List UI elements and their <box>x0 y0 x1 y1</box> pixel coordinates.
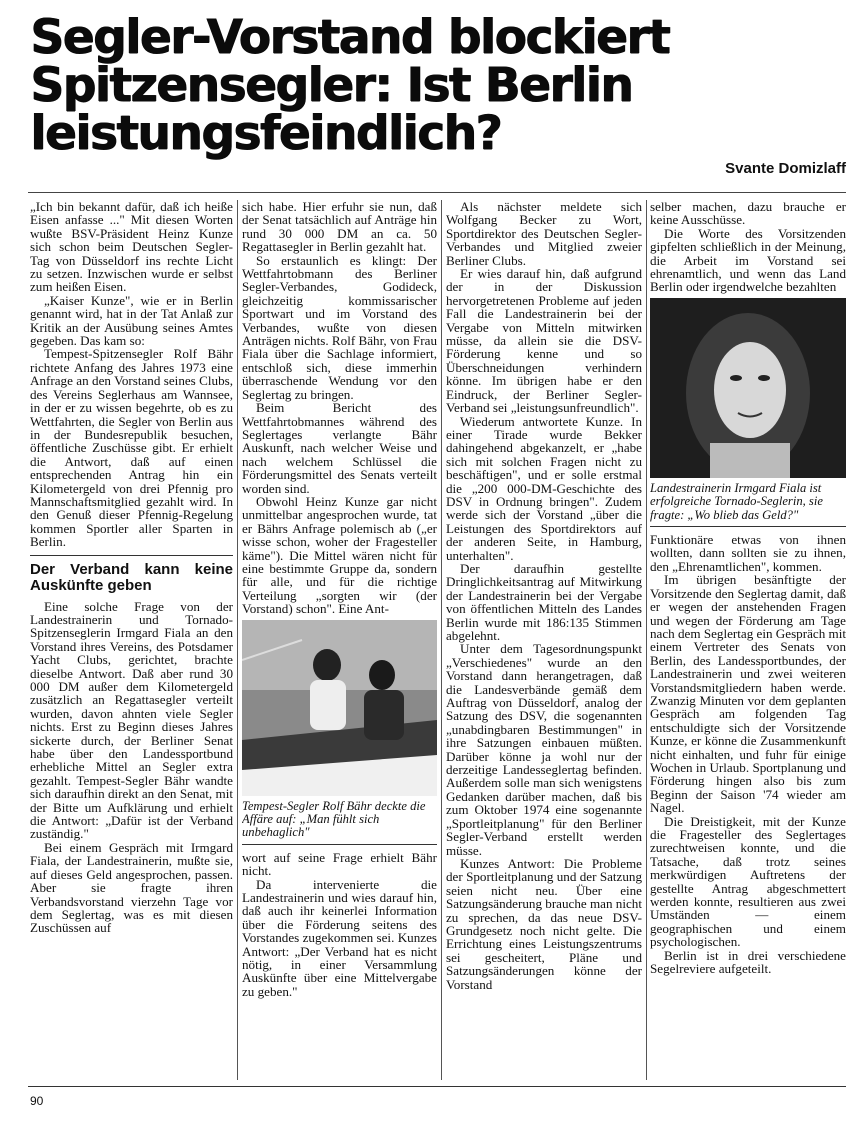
paragraph: „Kaiser Kunze", wie er in Berlin genannt wird, hat in der Tat Anlaß zur Kritik an der Ausübung seines Amtes gegeben. Das kam so: <box>30 292 233 349</box>
paragraph: sich habe. Hier erfuhr sie nun, daß der Senat tatsächlich auf Anträge hin rund 30 000 DM an ca. 50 Regattasegler in Berlin gezahlt hat. <box>242 200 437 255</box>
headline-line-3: leistungsfeindlich? <box>30 106 501 161</box>
column-1 <box>30 200 233 1080</box>
headline-line-1: Segler-Vorstand blockiert <box>30 10 669 65</box>
column-4 <box>650 200 846 1080</box>
paragraph: Der daraufhin gestellte Dringlichkeitsantrag auf Mitwirkung der Landestrainerin bei der Vergabe von öffentlichen Mitteln des Landes Berlin wurde mit 186:135 Stimmen abgelehnt. <box>446 560 642 643</box>
page-number: 90 <box>30 1094 44 1108</box>
paragraph: Berlin ist in drei verschiedene Segelreviere aufgeteilt. <box>650 947 846 977</box>
paragraph: Die Dreistigkeit, mit der Kunze die Fragesteller des Seglertages zurechtweisen konnte, und die Tatsache, daß trotz seines merkwürdigen Auftretens der gestellte Antrag abgeschmettert werden konnte, resultieren aus zwei Umständen — einem geographischen und einem psychologischen. <box>650 813 846 950</box>
paragraph: Im übrigen besänftigte der Vorsitzende den Seglertag damit, daß er wegen der anstehenden Fragen und wegen der Förderung am Tage nach dem Seglertag ein Gespräch mit einem Vertreter des Senats von Berlin, des Landessportbundes, der Landestrainerin und zwei weiteren Vorstandsmitgliedern haben werde. Zwanzig Minuten vor dem geplanten Gespräch am folgenden Tag entschuldigte sich der Vorsitzende Kunze, er könne die Zusammenkunft nicht einhalten, und fuhr für einige Wochen in Urlaub. Sportplanung und Förderung hingen also bis zum Beginn der Saison '74 wieder am Nagel. <box>650 572 846 816</box>
column-divider <box>237 200 238 1080</box>
paragraph: Da intervenierte die Landestrainerin und wies darauf hin, daß auch ihr keinerlei Information über die Förderung seitens des Vorstandes zugekommen sei. Kunzes Antwort: „Der Verband hat es nicht nötig, in einer Versammlung Auskünfte über eine Mittelvergabe zu geben." <box>242 876 437 999</box>
headline-line-2: Spitzensegler: Ist Berlin <box>30 58 632 113</box>
paragraph: Als nächster meldete sich Wolfgang Becker zu Wort, Sportdirektor des Deutschen Segler-Verbandes und Mitglied zweier Berliner Clubs. <box>446 200 642 268</box>
section-subhead: Der Verband kann keine Auskünfte geben <box>30 555 233 594</box>
photo-caption-fiala: Landestrainerin Irmgard Fiala ist erfolgreiche Tornado-Seglerin, sie fragte: „Wo blieb das Geld?" <box>650 482 846 527</box>
headline <box>30 10 850 161</box>
paragraph: Eine solche Frage von der Landestrainerin und Tornado-Spitzenseglerin Irmgard Fiala an den Vorstand ihres Vereins, des Potsdamer Yacht Clubs, gerichtet, brachte dieselbe Antwort. Daß aber rund 30 000 DM außer dem Kilometergeld zusätzlich an Regattasegler verteilt wurden, davon ahnten viele Segler nichts. Erst zu Beginn dieses Jahres sickerte durch, der Berliner Senat habe über den Landessportbund erhebliche Mittel an Segler extra gezahlt. Tempest-Segler Bähr wandte sich daraufhin direkt an den Senat, mit der Bitte um Aufklärung und erhielt die Antwort: „Dafür ist der Verband zuständig." <box>30 598 233 842</box>
paragraph: So erstaunlich es klingt: Der Wettfahrtobmann des Berliner Segler-Verbandes, Godideck, gleichzeitig kommissarischer Sportwart und im Vorstand des Verbandes, wußte von diesen Anträgen nichts. Rolf Bähr, von Frau Fiala über die Sachlage informiert, entschloß sich, diese immerhin überraschende Wendung vor den Seglertag zu bringen. <box>242 252 437 402</box>
photo-sailors <box>242 620 437 796</box>
paragraph: Tempest-Spitzensegler Rolf Bähr richtete Anfang des Jahres 1973 eine Anfrage an den Vorstand seines Clubs, des Vereins Seglerhaus am Wannsee, in der er zu wissen begehrte, ob es zu Wettfahrten, die Segler von Berlin aus in der Bundesrepublik besuchen, öffentliche Zuschüsse gibt. Er erhielt die Antwort, daß auf einen entsprechenden Antrag hin ein Kilometergeld von drei Pfennig pro Mannschaftsmitglied gezahlt wird. In den Genuß dieser Pfennig-Regelung kommen Sportler aller Sparten in Berlin. <box>30 346 233 550</box>
author-byline: Svante Domizlaff <box>725 160 846 177</box>
paragraph: Obwohl Heinz Kunze gar nicht unmittelbar angesprochen wurde, tat er Bährs Anfrage polemisch ab („er wisse schon, woher der Fragesteller käme"). Die Mittel wären nicht für eine bestimmte Gruppe da, sondern für alle, und für die richtige Verteilung „sorgten wir (der Vorstand) schon". Eine Ant- <box>242 493 437 617</box>
column-divider <box>646 200 647 1080</box>
photo-caption-baehr: Tempest-Segler Rolf Bähr deckte die Affäre auf: „Man fühlt sich unbehaglich" <box>242 800 437 845</box>
paragraph: selber machen, dazu brauche er keine Ausschüsse. <box>650 200 846 228</box>
bottom-divider <box>28 1086 846 1087</box>
paragraph: Kunzes Antwort: Die Probleme der Sportleitplanung und der Satzung seien nicht neu. Über eine Satzungsänderung brauche man nicht zu sprechen, da das neue DSV-Grundgesetz noch nicht gelte. Die Errichtung eines Leistungszentrums sei gescheitert, Pläne und Satzungsänderungen könne der Vorstand <box>446 855 642 992</box>
paragraph: wort auf seine Frage erhielt Bähr nicht. <box>242 849 437 879</box>
paragraph: Beim Bericht des Wettfahrtobmannes während des Seglertages verlangte Bähr Auskunft, nach welcher Weise und nach welchem Schlüssel die Förderungsmittel des Senats verteilt worden sind. <box>242 400 437 496</box>
column-3 <box>446 200 642 1080</box>
paragraph: Funktionäre etwas von ihnen wollten, dann sollten sie zu ihnen, den „Ehrenamtlichen", kommen. <box>650 532 846 574</box>
paragraph: Wiederum antwortete Kunze. In einer Tirade wurde Bekker dahingehend abgekanzelt, er „habe sich mit solchen Fragen nicht zu beschäftigen", und er solle erstmal die „200 000-DM-Geschichte des DSV in Ordnung bringen". Zudem werde sich der Vorstand „über die Leistungen des Sportdirektors auf der anderen Seite, in Hamburg, unterhalten". <box>446 413 642 563</box>
column-divider <box>441 200 442 1080</box>
paragraph: Bei einem Gespräch mit Irmgard Fiala, der Landestrainerin, mußte sie, auf dieses Geld angesprochen, passen. Aber sie fragte ihren Verbandsvorstand vierzehn Tage vor dem Seglertag, was es mit diesen Zuschüssen auf <box>30 839 233 936</box>
paragraph: Unter dem Tagesordnungspunkt „Verschiedenes" wurde an den Vorstand dann herangetragen, daß die Landesverbände gemäß dem Auftrag von Düsseldorf, analog der Satzung des DSV, die sogenannten „unabdingbaren Bestimmungen" in ihre Satzungen einbauen müßten. Darüber könne ja wohl nur der derzeitige Landesseglertag befinden. Außerdem solle man sich wenigstens Gedanken darüber machen, daß bis zum Oktober 1974 eine sogenannte „Sportleitplanung" für den Berliner Segler-Verband erstellt werden müsse. <box>446 641 642 858</box>
column-2 <box>242 200 437 1080</box>
top-divider <box>28 192 846 193</box>
paragraph: Die Worte des Vorsitzenden gipfelten schließlich in der Meinung, die Arbeit im Vorstand sei ehrenamtlich, und wenn das Land Berlin oder irgendwelche bezahlten <box>650 225 846 295</box>
paragraph: Er wies darauf hin, daß aufgrund der in der Diskussion hervorgetretenen Probleme auf jeden Fall die Landestrainerin bei der Vergabe von Mitteln mitwirken müsse, da allein sie die DSV-Förderung kenne und so Überschneidungen verhindern könne. Im übrigen habe er den Eindruck, der Berliner Segler-Verband sei „leistungsunfreundlich". <box>446 266 642 416</box>
photo-fiala <box>650 298 846 478</box>
paragraph: „Ich bin bekannt dafür, daß ich heiße Eisen anfasse ..." Mit diesen Worten wußte BSV-Präsident Heinz Kunze sich schon beim Deutschen Segler-Tag von Düsseldorf ins rechte Licht zu setzen. Inzwischen wurde er selbst zum heißen Eisen. <box>30 200 233 295</box>
